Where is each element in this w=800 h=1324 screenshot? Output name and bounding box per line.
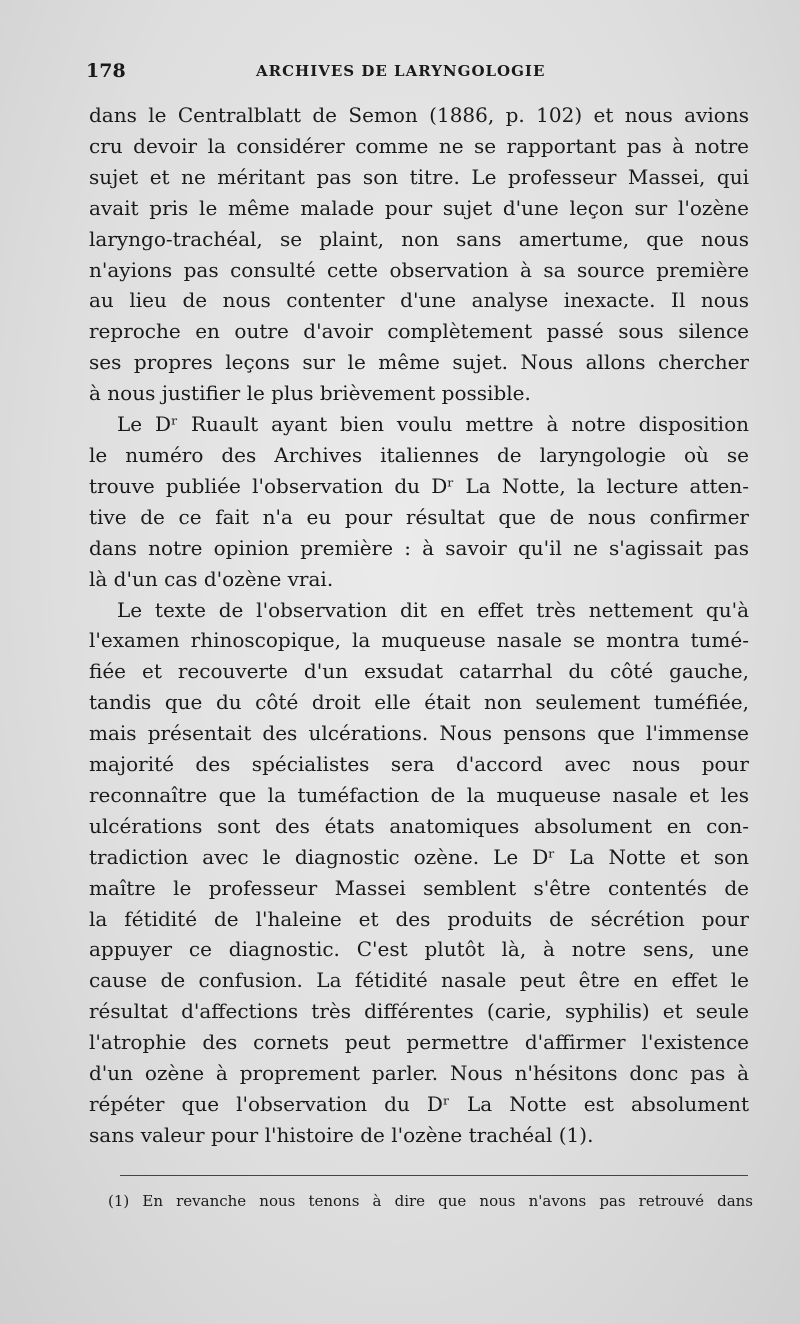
text-line: tandis que du côté droit elle était non seulement tuméfiée, xyxy=(89,690,749,715)
footnote: (1) En revanche nous tenons à dire que nous n'avons pas retrouvé dans xyxy=(108,1192,753,1210)
text-line: maître le professeur Massei semblent s'être contentés de xyxy=(89,875,749,900)
text-line: répéter que l'observation du Dʳ La Notte est absolument xyxy=(89,1092,749,1116)
text-line: tradiction avec le diagnostic ozène. Le Dʳ La Notte et son xyxy=(89,844,749,869)
text-line: dans le Centralblatt de Semon (1886, p. 102) et nous avions xyxy=(89,103,749,127)
text-line: à nous justifier le plus brièvement possible. xyxy=(89,381,531,406)
text-line: l'atrophie des cornets peut permettre d'affirmer l'existence xyxy=(89,1030,749,1055)
paragraph-2 xyxy=(89,409,749,594)
text-line: ulcérations sont des états anatomiques absolument en con- xyxy=(89,813,749,838)
text-line: cru devoir la considérer comme ne se rapportant pas à notre xyxy=(89,133,749,158)
text-line: n'ayions pas consulté cette observation à sa source première xyxy=(89,257,749,282)
text-line: résultat d'affections très différentes (carie, syphilis) et seule xyxy=(89,999,749,1024)
body-text xyxy=(89,100,749,1151)
text-line: appuyer ce diagnostic. C'est plutôt là, à notre sens, une xyxy=(89,937,749,962)
text-line: cause de confusion. La fétidité nasale peut être en effet le xyxy=(89,968,749,993)
text-line: majorité des spécialistes sera d'accord avec nous pour xyxy=(89,752,749,777)
text-line: ses propres leçons sur le même sujet. Nous allons chercher xyxy=(89,350,749,375)
text-line: trouve publiée l'observation du Dʳ La Notte, la lecture atten- xyxy=(89,473,749,498)
text-line: dans notre opinion première : à savoir qu'il ne s'agissait pas xyxy=(89,535,749,560)
text-line: avait pris le même malade pour sujet d'une leçon sur l'ozène xyxy=(89,195,749,220)
text-line: l'examen rhinoscopique, la muqueuse nasale se montra tumé- xyxy=(89,628,749,653)
text-line: Le Dʳ Ruault ayant bien voulu mettre à notre disposition xyxy=(117,412,749,437)
text-line: le numéro des Archives italiennes de laryngologie où se xyxy=(89,442,749,467)
text-line: tive de ce fait n'a eu pour résultat que de nous confirmer xyxy=(89,504,749,529)
text-line: sans valeur pour l'histoire de l'ozène trachéal (1). xyxy=(89,1122,594,1147)
paragraph-1 xyxy=(89,100,749,409)
text-line: reconnaître que la tuméfaction de la muqueuse nasale et les xyxy=(89,782,749,807)
text-line: au lieu de nous contenter d'une analyse inexacte. Il nous xyxy=(89,288,749,313)
text-line: d'un ozène à proprement parler. Nous n'hésitons donc pas à xyxy=(89,1061,749,1086)
text-line: la fétidité de l'haleine et des produits de sécrétion pour xyxy=(89,906,749,931)
page-header xyxy=(86,60,748,88)
text-line: là d'un cas d'ozène vrai. xyxy=(89,566,334,591)
text-line: laryngo-trachéal, se plaint, non sans amertume, que nous xyxy=(89,226,749,251)
text-line: sujet et ne méritant pas son titre. Le professeur Massei, qui xyxy=(89,164,749,189)
page-number: 178 xyxy=(86,60,126,82)
text-line: mais présentait des ulcérations. Nous pensons que l'immense xyxy=(89,721,749,746)
running-title: ARCHIVES DE LARYNGOLOGIE xyxy=(256,62,546,80)
text-line: fiée et recouverte d'un exsudat catarrhal du côté gauche, xyxy=(89,659,749,684)
paragraph-3 xyxy=(89,595,749,1151)
text-line: Le texte de l'observation dit en effet très nettement qu'à xyxy=(117,597,749,622)
text-line: reproche en outre d'avoir complètement passé sous silence xyxy=(89,319,749,344)
footnote-divider xyxy=(120,1175,748,1176)
